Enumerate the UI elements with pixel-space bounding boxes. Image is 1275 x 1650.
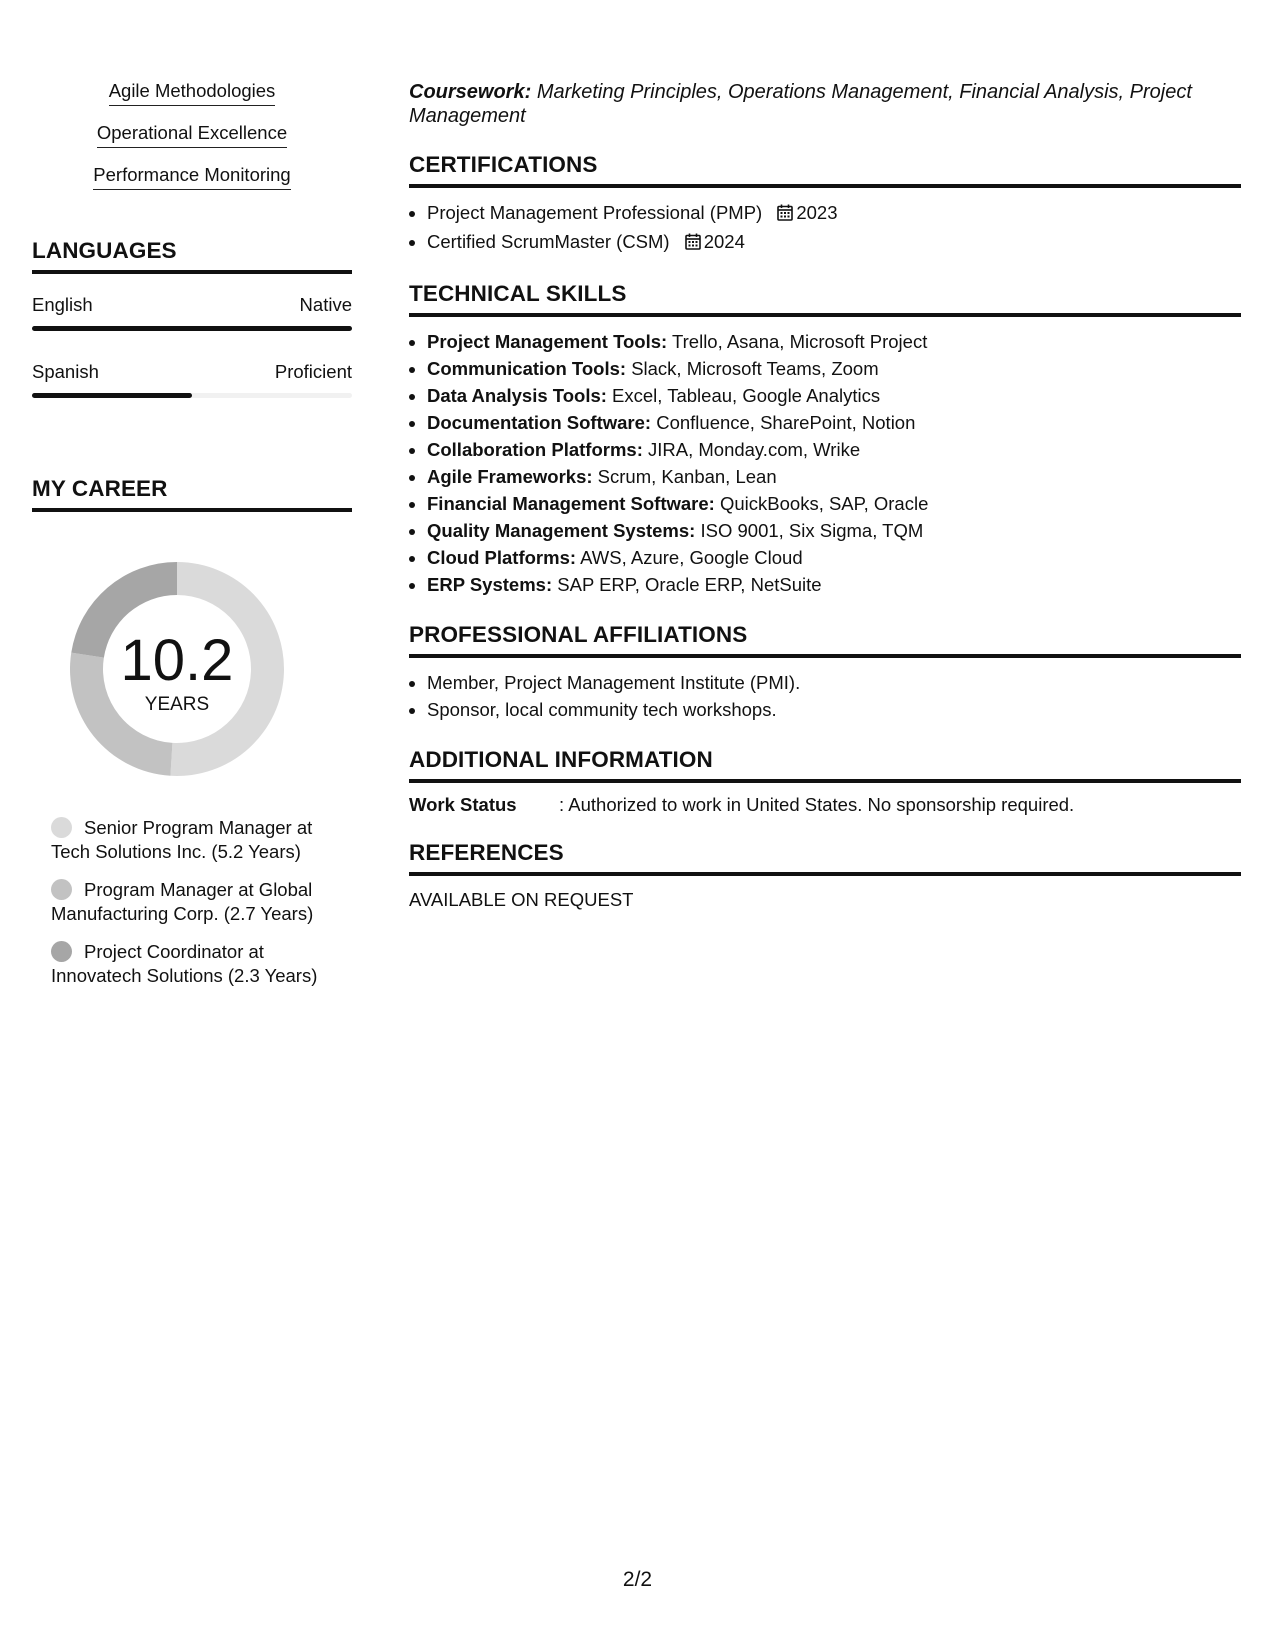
technical-skill-item xyxy=(427,382,1241,409)
skill-category: ERP Systems: xyxy=(427,574,553,595)
career-legend-item xyxy=(51,878,352,926)
skill-values: Confluence, SharePoint, Notion xyxy=(656,412,916,433)
calendar-icon xyxy=(685,230,701,257)
certification-name: Certified ScrumMaster (CSM) xyxy=(427,231,670,252)
left-column xyxy=(32,80,352,1002)
language-level: Proficient xyxy=(274,361,352,382)
affiliation-item: • Sponsor, local community tech workshops. xyxy=(427,696,1241,723)
career-total xyxy=(62,554,292,784)
skill-tag: Operational Excellence xyxy=(97,122,287,148)
language-proficiency-fill xyxy=(32,393,192,398)
career-role-label: Program Manager at Global Manufacturing Corp. (2.7 Years) xyxy=(51,879,314,924)
technical-skill-item xyxy=(427,517,1241,544)
section-title: LANGUAGES xyxy=(32,238,352,274)
languages-section xyxy=(32,238,352,398)
career-total-value: 10.2 xyxy=(120,628,234,693)
skill-tag: Performance Monitoring xyxy=(93,164,290,190)
technical-skill-item xyxy=(427,328,1241,355)
section-title: MY CAREER xyxy=(32,476,352,512)
additional-info-section xyxy=(409,747,1241,816)
affiliations-section xyxy=(409,622,1241,723)
certifications-section xyxy=(409,152,1241,257)
skill-values: QuickBooks, SAP, Oracle xyxy=(719,493,929,514)
technical-skill-item xyxy=(427,355,1241,382)
career-total-unit: YEARS xyxy=(144,694,210,715)
career-legend-item xyxy=(51,816,352,864)
skill-category: Cloud Platforms: xyxy=(427,547,577,568)
language-name: English xyxy=(32,294,93,315)
coursework xyxy=(409,80,1241,128)
language-item xyxy=(32,294,352,331)
skill-values: SAP ERP, Oracle ERP, NetSuite xyxy=(557,574,822,595)
career-role-label: Project Coordinator at Innovatech Solutions (2.3 Years) xyxy=(51,941,318,986)
legend-dot xyxy=(51,879,72,900)
career-legend xyxy=(32,816,352,988)
coursework-text: Marketing Principles, Operations Management, Financial Analysis, Project Management xyxy=(409,81,1192,127)
coursework-label: Coursework: xyxy=(409,81,532,103)
right-column xyxy=(409,80,1241,911)
work-status-value: : Authorized to work in United States. No sponsorship required. xyxy=(559,794,1075,815)
career-donut-chart xyxy=(62,554,292,784)
skill-tag: Agile Methodologies xyxy=(109,80,276,106)
technical-skills-section xyxy=(409,281,1241,598)
section-title: ADDITIONAL INFORMATION xyxy=(409,747,1241,783)
skill-category: Project Management Tools: xyxy=(427,331,668,352)
career-legend-item xyxy=(51,940,352,988)
skill-values: Trello, Asana, Microsoft Project xyxy=(672,331,928,352)
section-title: TECHNICAL SKILLS xyxy=(409,281,1241,317)
skill-category: Communication Tools: xyxy=(427,358,627,379)
skill-tags xyxy=(32,80,352,206)
skill-values: ISO 9001, Six Sigma, TQM xyxy=(700,520,924,541)
language-item xyxy=(32,361,352,398)
certification-year: 2023 xyxy=(796,202,838,223)
technical-skill-item xyxy=(427,490,1241,517)
skill-values: Slack, Microsoft Teams, Zoom xyxy=(631,358,879,379)
work-status-label: Work Status xyxy=(409,794,517,815)
technical-skill-item xyxy=(427,463,1241,490)
affiliation-item: • Member, Project Management Institute (PMI). xyxy=(427,669,1241,696)
technical-skill-item xyxy=(427,544,1241,571)
references-section xyxy=(409,840,1241,911)
language-proficiency-bar xyxy=(32,326,352,331)
skill-category: Agile Frameworks: xyxy=(427,466,593,487)
skill-values: JIRA, Monday.com, Wrike xyxy=(648,439,861,460)
skill-values: AWS, Azure, Google Cloud xyxy=(580,547,803,568)
technical-skill-item xyxy=(427,436,1241,463)
language-proficiency-bar xyxy=(32,393,352,398)
skill-values: Scrum, Kanban, Lean xyxy=(597,466,777,487)
language-name: Spanish xyxy=(32,361,99,382)
page-number: 2/2 xyxy=(622,1568,653,1591)
language-proficiency-fill xyxy=(32,326,352,331)
references-text: AVAILABLE ON REQUEST xyxy=(409,889,634,910)
career-section xyxy=(32,476,352,988)
legend-dot xyxy=(51,941,72,962)
skill-category: Quality Management Systems: xyxy=(427,520,696,541)
calendar-icon xyxy=(777,201,793,228)
skill-category: Documentation Software: xyxy=(427,412,652,433)
skill-category: Financial Management Software: xyxy=(427,493,715,514)
skill-category: Data Analysis Tools: xyxy=(427,385,607,406)
work-status-row xyxy=(409,794,1241,816)
certification-item xyxy=(427,228,1241,257)
section-title: CERTIFICATIONS xyxy=(409,152,1241,188)
legend-dot xyxy=(51,817,72,838)
skill-category: Collaboration Platforms: xyxy=(427,439,643,460)
technical-skill-item xyxy=(427,571,1241,598)
certification-item xyxy=(427,199,1241,228)
certification-name: Project Management Professional (PMP) xyxy=(427,202,763,223)
section-title: PROFESSIONAL AFFILIATIONS xyxy=(409,622,1241,658)
technical-skill-item xyxy=(427,409,1241,436)
skill-values: Excel, Tableau, Google Analytics xyxy=(612,385,881,406)
certification-year: 2024 xyxy=(703,231,745,252)
language-level: Native xyxy=(299,294,352,315)
career-role-label: Senior Program Manager at Tech Solutions Inc. (5.2 Years) xyxy=(51,817,313,862)
section-title: REFERENCES xyxy=(409,840,1241,876)
